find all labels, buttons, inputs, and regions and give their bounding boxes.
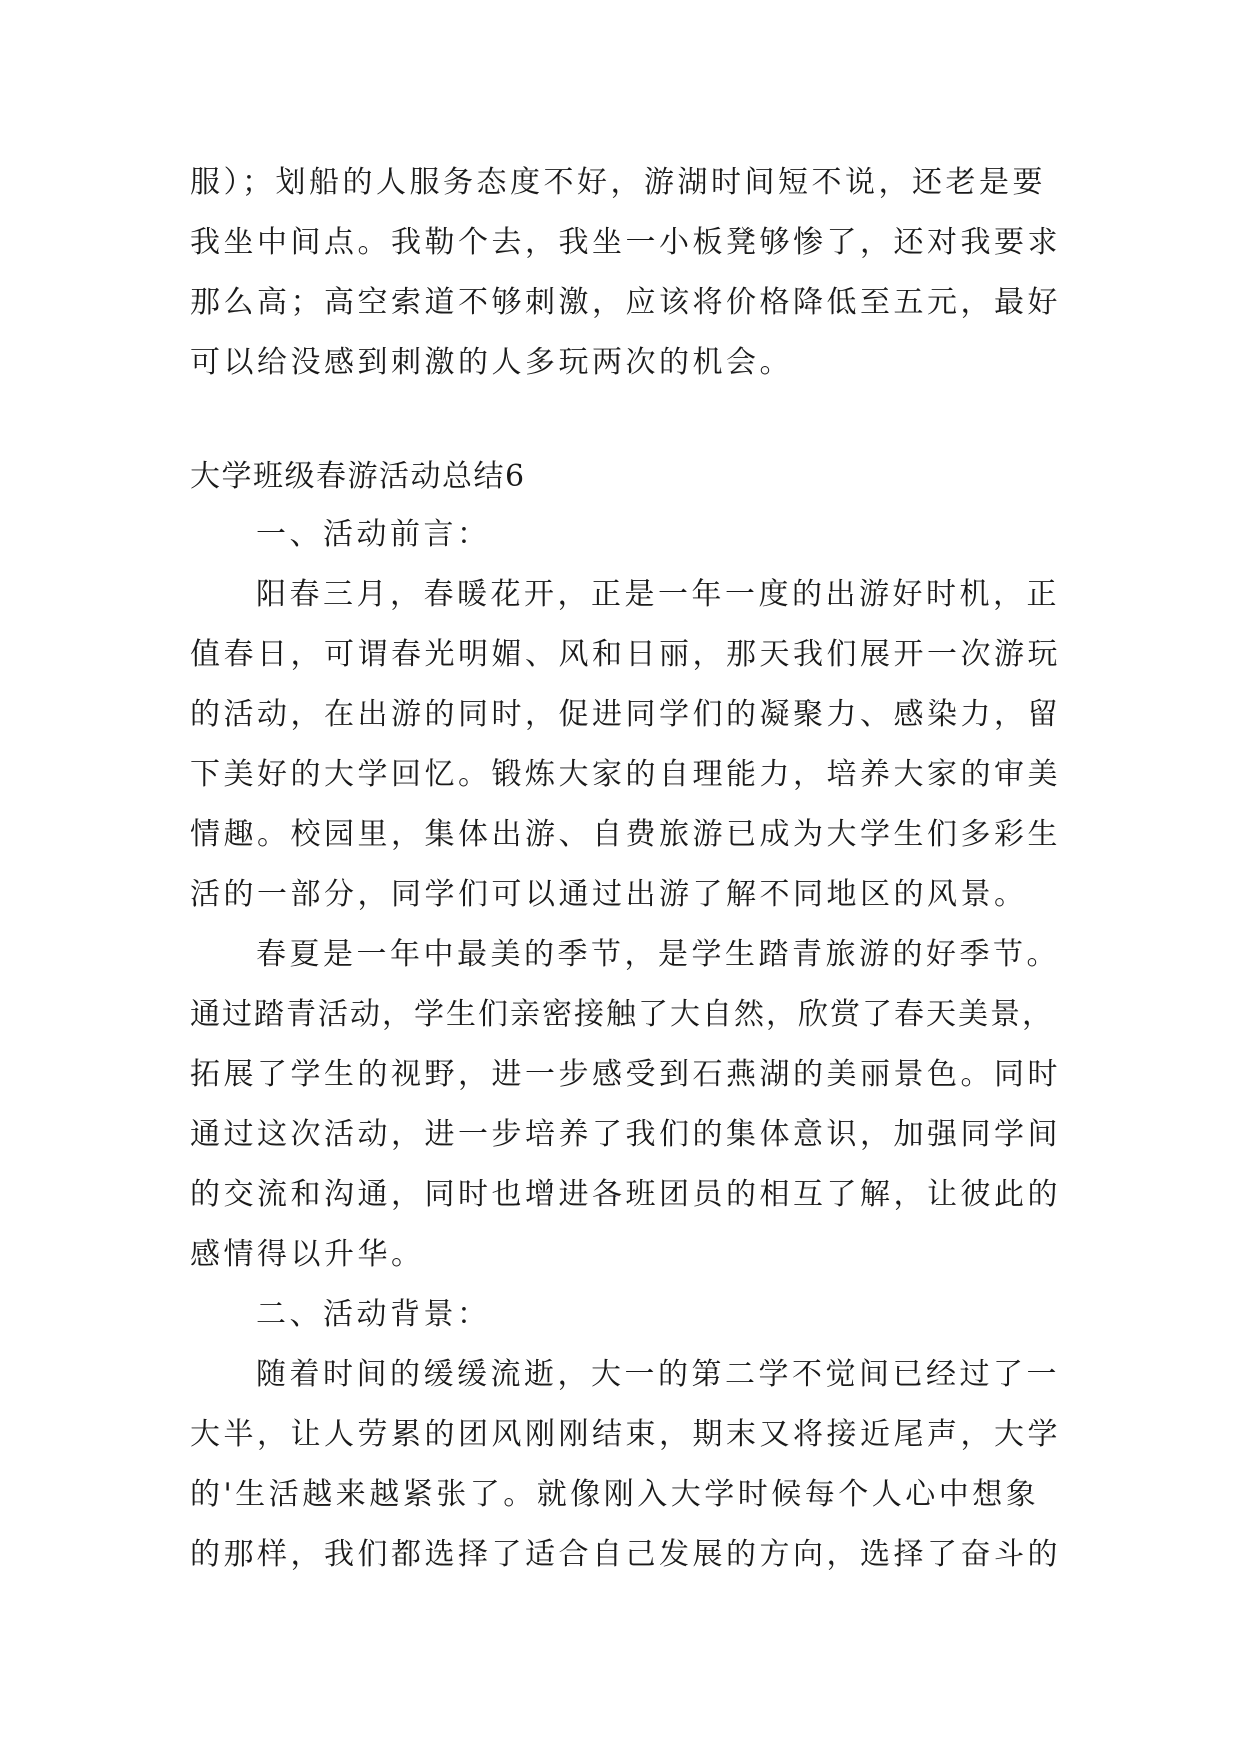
paragraph-line: 可以给没感到刺激的人多玩两次的机会。 (190, 345, 793, 380)
paragraph-line: 下美好的大学回忆。锻炼大家的自理能力，培养大家的审美 (190, 757, 1061, 792)
paragraph-line: 通过踏青活动，学生们亲密接触了大自然，欣赏了春天美景， (190, 997, 1054, 1032)
section-title: 大学班级春游活动总结6 (190, 459, 526, 494)
paragraph-line: 大半，让人劳累的团风刚刚结束，期末又将接近尾声，大学 (190, 1417, 1061, 1452)
paragraph-line: 值春日，可谓春光明媚、风和日丽，那天我们展开一次游玩 (190, 637, 1061, 672)
paragraph-line: 的活动，在出游的同时，促进同学们的凝聚力、感染力，留 (190, 697, 1061, 732)
subheading: 二、活动背景： (256, 1297, 491, 1332)
paragraph-line: 情趣。校园里，集体出游、自费旅游已成为大学生们多彩生 (190, 817, 1061, 852)
paragraph-line: 的'生活越来越紧张了。就像刚入大学时候每个人心中想象 (190, 1477, 1040, 1512)
paragraph-line: 春夏是一年中最美的季节，是学生踏青旅游的好季节。 (256, 937, 1060, 972)
paragraph-line: 服）；划船的人服务态度不好，游湖时间短不说，还老是要 (190, 165, 1046, 200)
paragraph-line: 我坐中间点。我勒个去，我坐一小板凳够惨了，还对我要求 (190, 225, 1061, 260)
paragraph-line: 那么高；高空索道不够刺激，应该将价格降低至五元，最好 (190, 285, 1061, 320)
subheading: 一、活动前言： (256, 517, 491, 552)
paragraph-line: 活的一部分，同学们可以通过出游了解不同地区的风景。 (190, 877, 1028, 912)
paragraph-line: 通过这次活动，进一步培养了我们的集体意识，加强同学间 (190, 1117, 1061, 1152)
paragraph-line: 随着时间的缓缓流逝，大一的第二学不觉间已经过了一 (256, 1357, 1060, 1392)
paragraph-line: 感情得以升华。 (190, 1237, 425, 1272)
paragraph-line: 的交流和沟通，同时也增进各班团员的相互了解，让彼此的 (190, 1177, 1061, 1212)
paragraph-line: 拓展了学生的视野，进一步感受到石燕湖的美丽景色。同时 (190, 1057, 1061, 1092)
paragraph-line: 的那样，我们都选择了适合自己发展的方向，选择了奋斗的 (190, 1537, 1061, 1572)
paragraph-line: 阳春三月，春暖花开，正是一年一度的出游好时机，正 (256, 577, 1060, 612)
